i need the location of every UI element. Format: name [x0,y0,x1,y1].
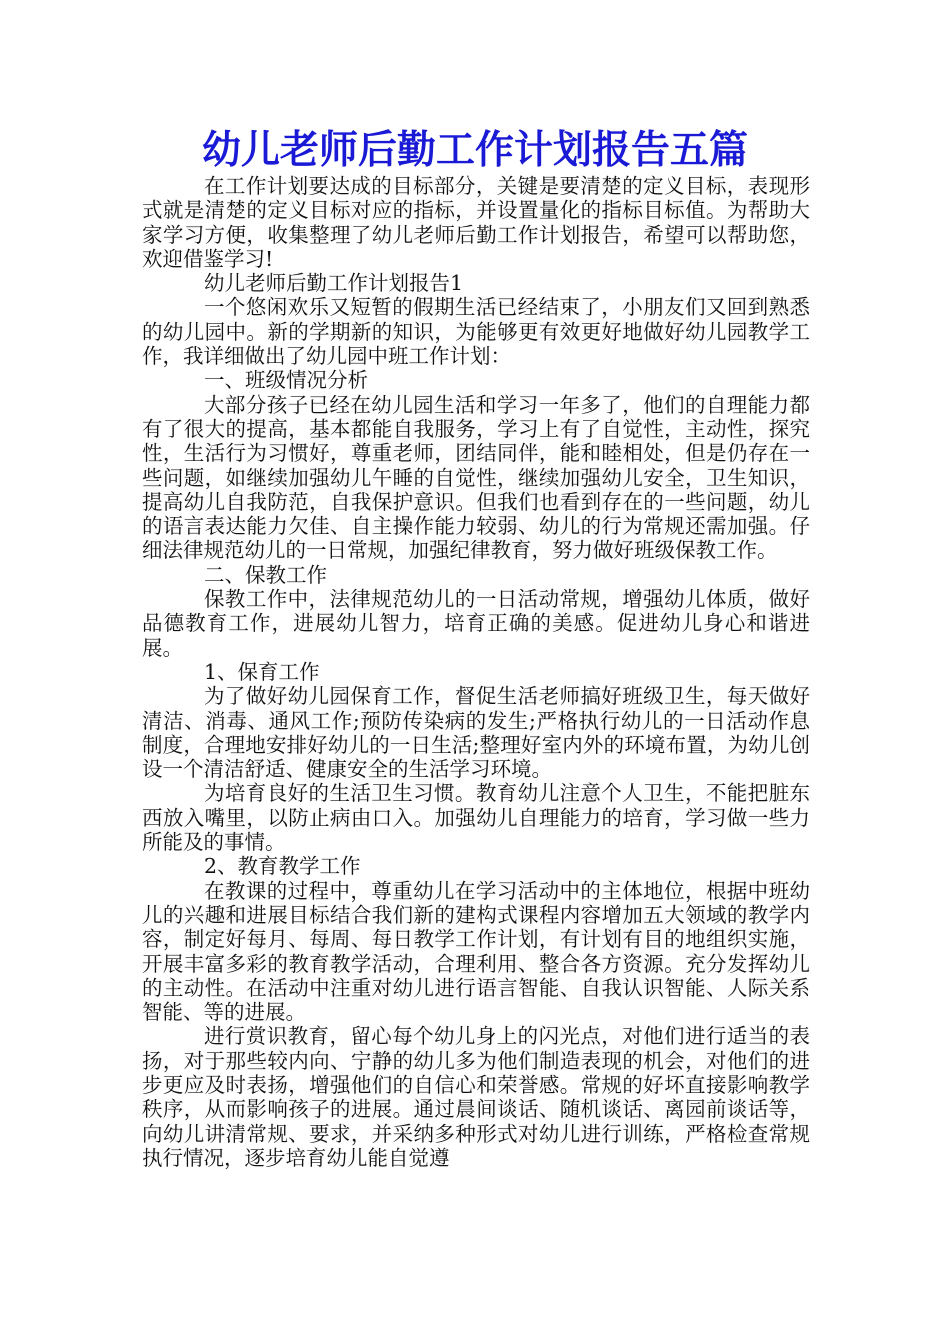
body-paragraph: 在教课的过程中，尊重幼儿在学习活动中的主体地位，根据中班幼儿的兴趣和进展目标结合我们新的建构式课程内容增加五大领域的教学内容，制定好每月、每周、每日教学工作计划，有计划有目的地组织实施，开展丰富多彩的教育教学活动，合理利用、整合各方资源。充分发挥幼儿的主动性。在活动中注重对幼儿进行语言智能、自我认识智能、人际关系智能、等的进展。 [142,878,810,1025]
section-heading-report-1: 幼儿老师后勤工作计划报告1 [204,271,464,296]
subsection-heading-childcare: 1、保育工作 [204,659,320,684]
document-body [142,174,810,1170]
body-paragraph: 为培育良好的生活卫生习惯。教育幼儿注意个人卫生，不能把脏东西放入嘴里，以防止病由口入。加强幼儿自理能力的培育，学习做一些力所能及的事情。 [142,781,810,855]
body-paragraph: 进行赏识教育，留心每个幼儿身上的闪光点，对他们进行适当的表扬，对于那些较内向、宁静的幼儿多为他们制造表现的机会，对他们的进步更应及时表扬，增强他们的自信心和荣誉感。常规的好坏直接影响教学秩序，从而影响孩子的进展。通过晨间谈话、随机谈话、离园前谈话等，向幼儿讲清常规、要求，并采纳多种形式对幼儿进行训练，严格检查常规执行情况，逐步培育幼儿能自觉遵 [142,1024,810,1170]
section-heading-care-education: 二、保教工作 [204,562,327,587]
body-paragraph: 一个悠闲欢乐又短暂的假期生活已经结束了，小朋友们又回到熟悉的幼儿园中。新的学期新的知识，为能够更有效更好地做好幼儿园教学工作，我详细做出了幼儿园中班工作计划： [142,295,810,369]
body-paragraph: 保教工作中，法律规范幼儿的一日活动常规，增强幼儿体质，做好品德教育工作，进展幼儿智力，培育正确的美感。促进幼儿身心和谐进展。 [142,587,810,660]
document-title: 幼儿老师后勤工作计划报告五篇 [201,127,748,173]
body-paragraph: 为了做好幼儿园保育工作，督促生活老师搞好班级卫生，每天做好清洁、消毒、通风工作;预防传染病的发生;严格执行幼儿的一日活动作息制度，合理地安排好幼儿的一日生活;整理好室内外的环境布置，为幼儿创设一个清洁舒适、健康安全的生活学习环境。 [142,684,810,782]
body-paragraph: 大部分孩子已经在幼儿园生活和学习一年多了，他们的自理能力都有了很大的提高，基本都能自我服务，学习上有了自觉性，主动性，探究性，生活行为习惯好，尊重老师，团结同伴，能和睦相处，但是仍存在一些问题，如继续加强幼儿午睡的自觉性，继续加强幼儿安全，卫生知识，提高幼儿自我防范，自我保护意识。但我们也看到存在的一些问题，幼儿的语言表达能力欠佳、自主操作能力较弱、幼儿的行为常规还需加强。仔细法律规范幼儿的一日常规，加强纪律教育，努力做好班级保教工作。 [142,392,810,563]
section-heading-class-analysis: 一、班级情况分析 [204,368,368,393]
intro-paragraph: 在工作计划要达成的目标部分，关键是要清楚的定义目标，表现形式就是清楚的定义目标对应的指标，并设置量化的指标目标值。为帮助大家学习方便，收集整理了幼儿老师后勤工作计划报告，希望可以帮助您，欢迎借鉴学习! [142,174,810,271]
subsection-heading-teaching: 2、教育教学工作 [204,854,361,879]
